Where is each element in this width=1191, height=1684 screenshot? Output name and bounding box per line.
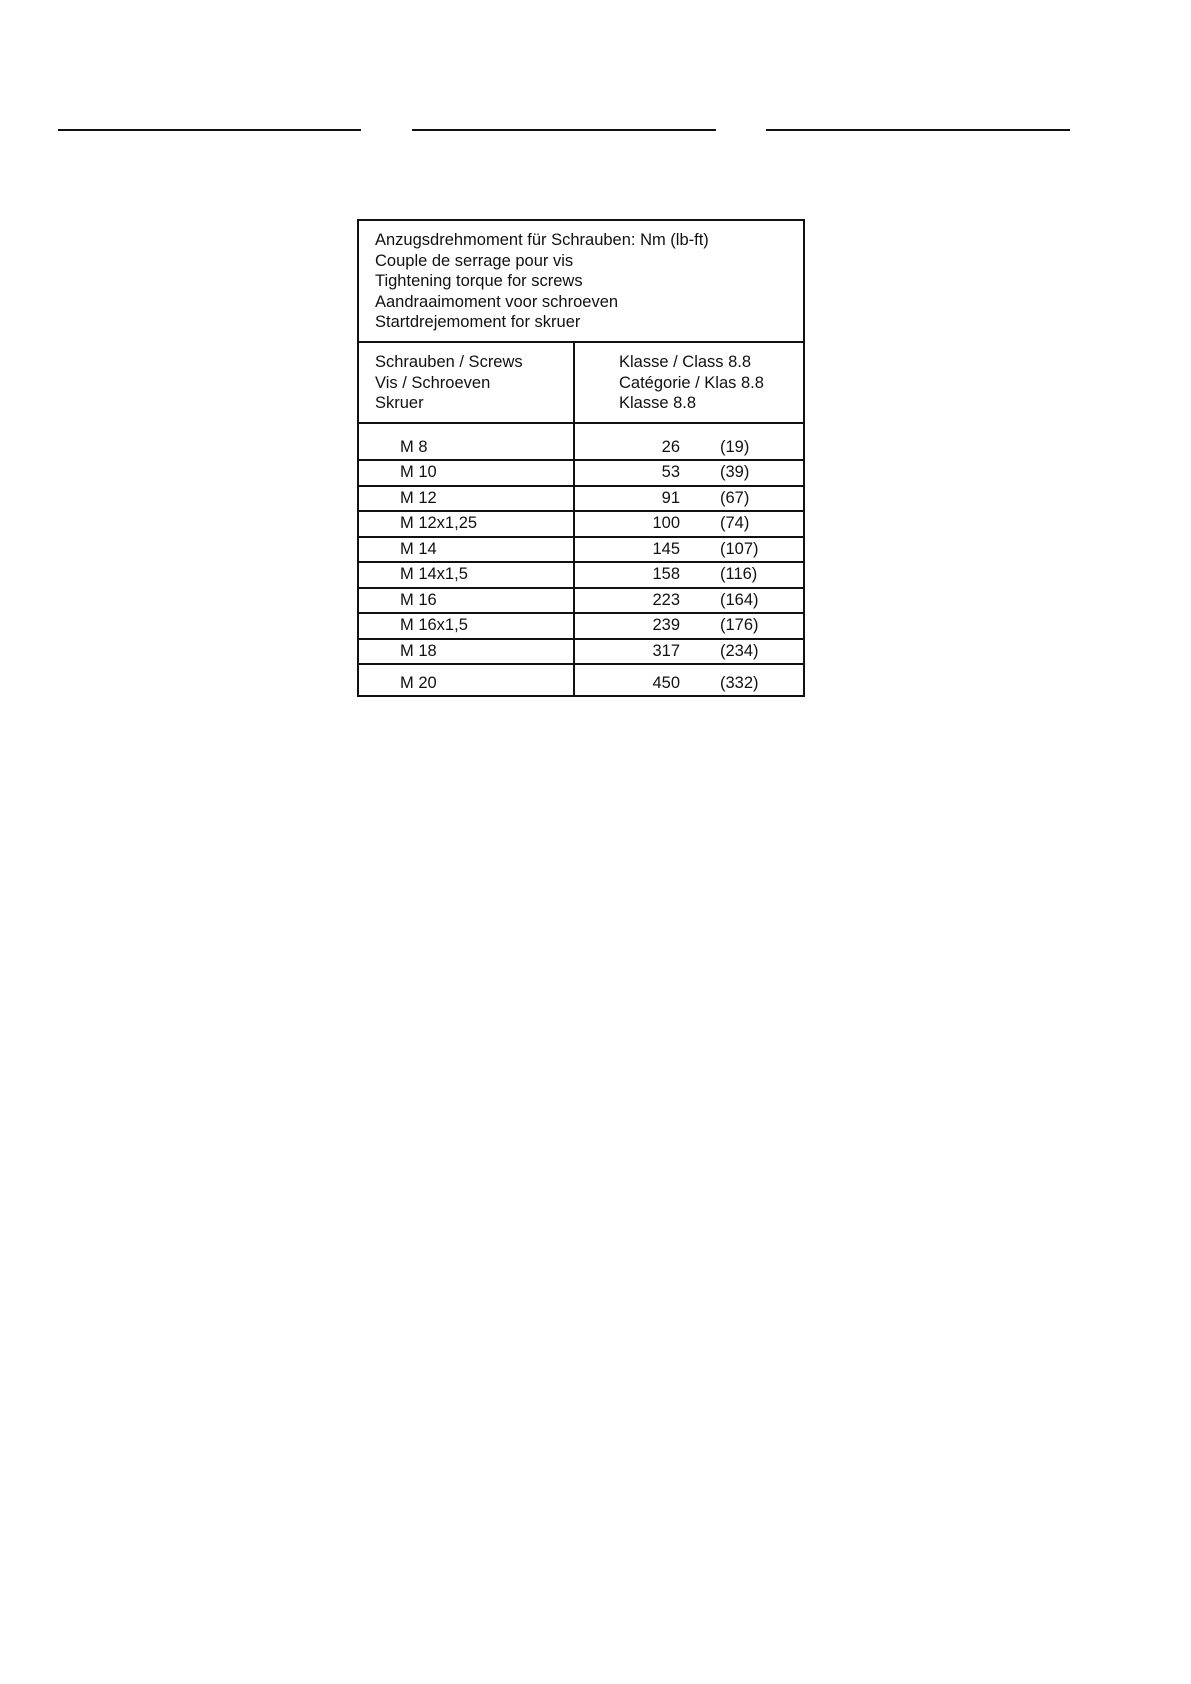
screw-header-line: Skruer	[375, 394, 424, 412]
torque-lbft: (107)	[720, 539, 759, 558]
class-header-line: Catégorie / Klas 8.8	[619, 373, 764, 392]
torque-nm: 26	[661, 437, 680, 456]
table-row	[359, 589, 803, 615]
torque-table	[357, 219, 805, 697]
torque-lbft: (67)	[720, 488, 750, 507]
screw-size: M 12	[359, 487, 575, 511]
torque-lbft: (164)	[720, 590, 759, 609]
header-rule-center	[412, 129, 716, 131]
screw-header-line: Schrauben / Screws	[375, 353, 523, 371]
torque-value	[575, 487, 803, 511]
torque-lbft: (39)	[720, 463, 750, 481]
table-row	[359, 563, 803, 589]
title-line-fr: Couple de serrage pour vis	[375, 251, 574, 270]
table-row	[359, 665, 803, 695]
table-row	[359, 487, 803, 513]
torque-value	[575, 424, 803, 459]
torque-value	[575, 614, 803, 638]
torque-value	[575, 589, 803, 613]
table-row	[359, 538, 803, 564]
screw-size: M 10	[359, 461, 575, 485]
screw-header-line: Vis / Schroeven	[375, 373, 491, 392]
class-column-header	[575, 343, 803, 422]
title-line-nl: Aandraaimoment voor schroeven	[375, 292, 619, 311]
table-row	[359, 461, 803, 487]
torque-lbft: (234)	[720, 641, 759, 660]
torque-value	[575, 512, 803, 536]
screw-column-header	[359, 343, 575, 422]
torque-nm: 91	[661, 488, 680, 507]
torque-nm: 53	[661, 463, 680, 481]
torque-nm: 239	[652, 616, 680, 634]
torque-lbft: (19)	[720, 437, 750, 456]
column-header-row	[359, 343, 803, 424]
torque-lbft: (74)	[720, 514, 750, 532]
screw-size: M 18	[359, 640, 575, 664]
torque-value	[575, 640, 803, 664]
torque-lbft: (332)	[720, 673, 759, 692]
torque-nm: 145	[652, 539, 680, 558]
header-rule-left	[58, 129, 361, 131]
screw-size: M 16x1,5	[359, 614, 575, 638]
header-rule-right	[766, 129, 1070, 131]
torque-value	[575, 461, 803, 485]
title-line-en: Tightening torque for screws	[375, 272, 583, 290]
torque-nm: 100	[652, 514, 680, 532]
torque-nm: 317	[652, 641, 680, 660]
screw-size: M 12x1,25	[359, 512, 575, 536]
torque-value	[575, 538, 803, 562]
screw-size: M 14x1,5	[359, 563, 575, 587]
screw-size: M 16	[359, 589, 575, 613]
title-line-de: Anzugsdrehmoment für Schrauben: Nm (lb-ft)	[375, 231, 709, 249]
torque-nm: 223	[652, 590, 680, 609]
torque-lbft: (176)	[720, 616, 759, 634]
table-row	[359, 512, 803, 538]
class-header-line: Klasse 8.8	[619, 394, 697, 412]
torque-value	[575, 563, 803, 587]
class-header-line: Klasse / Class 8.8	[619, 353, 752, 371]
table-title	[359, 221, 803, 343]
torque-nm: 450	[652, 673, 680, 692]
torque-nm: 158	[652, 565, 680, 583]
torque-value	[575, 665, 803, 695]
title-line-da: Startdrejemoment for skruer	[375, 313, 581, 331]
screw-size: M 20	[359, 665, 575, 695]
screw-size: M 14	[359, 538, 575, 562]
table-row	[359, 640, 803, 666]
screw-size: M 8	[359, 424, 575, 459]
table-row	[359, 424, 803, 461]
torque-lbft: (116)	[720, 565, 758, 583]
table-row	[359, 614, 803, 640]
